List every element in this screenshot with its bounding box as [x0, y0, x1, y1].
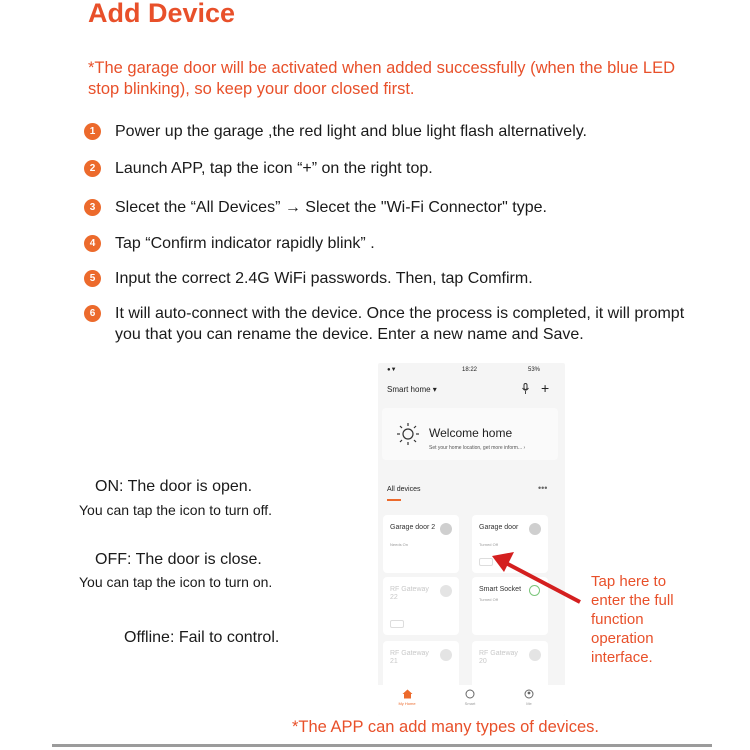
bottom-note: *The APP can add many types of devices. [292, 718, 599, 736]
home-selector[interactable]: Smart home ▾ [387, 385, 437, 394]
on-status-title: ON: The door is open. [95, 478, 253, 495]
step-number: 5 [84, 270, 101, 287]
device-name: Smart Socket [479, 586, 522, 593]
step-text: Power up the garage ,the red light and blue light flash alternatively. [115, 123, 587, 140]
off-status-desc [79, 572, 272, 593]
step-6 [84, 303, 685, 345]
active-tab-indicator [387, 499, 401, 501]
device-card-rf-gateway-22[interactable] [383, 577, 459, 635]
status-time: 18:22 [462, 367, 478, 373]
device-name: Garage door [479, 524, 519, 531]
device-name: RF Gateway 21 [390, 650, 429, 665]
step-5 [84, 268, 685, 289]
step-number: 6 [84, 305, 101, 322]
step-text: Slecet the “All Devices” → Slecet the "Wi-Fi Connector" type. [115, 199, 547, 216]
sun-icon [396, 422, 420, 446]
power-toggle-icon[interactable] [440, 585, 452, 597]
device-name: Garage door 2 [390, 524, 436, 531]
step-3 [84, 197, 685, 218]
signal-icon: ●▼ [387, 367, 397, 373]
tap-here-note [591, 572, 674, 667]
page-title: Add Device [88, 0, 236, 28]
tab-all-devices[interactable]: All devices [387, 486, 421, 493]
device-status: Turned Off [479, 542, 498, 547]
power-toggle-icon[interactable] [440, 523, 452, 535]
battery-level: 53% [528, 367, 541, 373]
red-arrow-icon [480, 540, 590, 610]
warning-text: *The garage door will be activated when added successfully (when the blue LED stop blinking), so keep your door closed first. [88, 59, 676, 98]
tap-note-line: function [591, 611, 644, 628]
step-number: 2 [84, 160, 101, 177]
nav-label: Me [526, 701, 532, 706]
tap-note-line: enter the full [591, 592, 674, 609]
device-name: RF Gateway 20 [479, 650, 518, 665]
step-number: 4 [84, 235, 101, 252]
power-toggle-icon[interactable] [529, 523, 541, 535]
step-number: 1 [84, 123, 101, 140]
step-2 [84, 158, 685, 179]
step-text: Input the correct 2.4G WiFi passwords. Then, tap Comfirm. [115, 270, 533, 287]
offline-badge [390, 620, 404, 628]
device-status: Turned Off [479, 597, 498, 602]
nav-me[interactable] [514, 689, 544, 706]
tap-note-line: interface. [591, 649, 653, 666]
on-status-desc-text: You can tap the icon to turn off. [79, 502, 273, 518]
power-toggle-icon[interactable] [529, 649, 541, 661]
nav-label: Smart [464, 701, 476, 706]
device-name: RF Gateway 22 [390, 586, 429, 601]
step-text: It will auto-connect with the device. Once the process is completed, it will prompt you that you can rename the device. Enter a new name and Save. [115, 305, 685, 343]
off-status-title: OFF: The door is close. [95, 551, 262, 568]
step-number: 3 [84, 199, 101, 216]
more-options-icon[interactable]: ••• [538, 483, 548, 493]
add-device-plus-button[interactable]: + [541, 380, 550, 396]
tap-note-line: Tap here to [591, 573, 667, 590]
divider [52, 744, 712, 747]
device-card-garage-door-2[interactable] [383, 515, 459, 573]
device-status: Needs On [390, 542, 409, 547]
welcome-title: Welcome home [429, 426, 513, 440]
smart-icon [465, 689, 475, 699]
step-4 [84, 233, 685, 254]
step-text: Launch APP, tap the icon “+” on the right top. [115, 160, 433, 177]
step-text: Tap “Confirm indicator rapidly blink” . [115, 235, 375, 252]
welcome-card[interactable] [382, 408, 558, 460]
bottom-navigation [378, 685, 565, 716]
home-icon [402, 689, 413, 699]
on-status-desc [79, 500, 272, 521]
tap-note-line: operation [591, 630, 654, 647]
user-icon [524, 689, 534, 699]
step-1 [84, 121, 685, 142]
offline-status: Offline: Fail to control. [124, 629, 280, 646]
power-toggle-icon[interactable] [440, 649, 452, 661]
welcome-subtitle: Set your home location, get more inform... › [429, 445, 526, 451]
nav-my-home[interactable] [392, 689, 422, 706]
mic-icon[interactable] [521, 383, 530, 395]
nav-label: My Home [398, 701, 416, 706]
off-status-desc-text: You can tap the icon to turn on. [79, 574, 273, 590]
nav-smart[interactable] [455, 689, 485, 706]
